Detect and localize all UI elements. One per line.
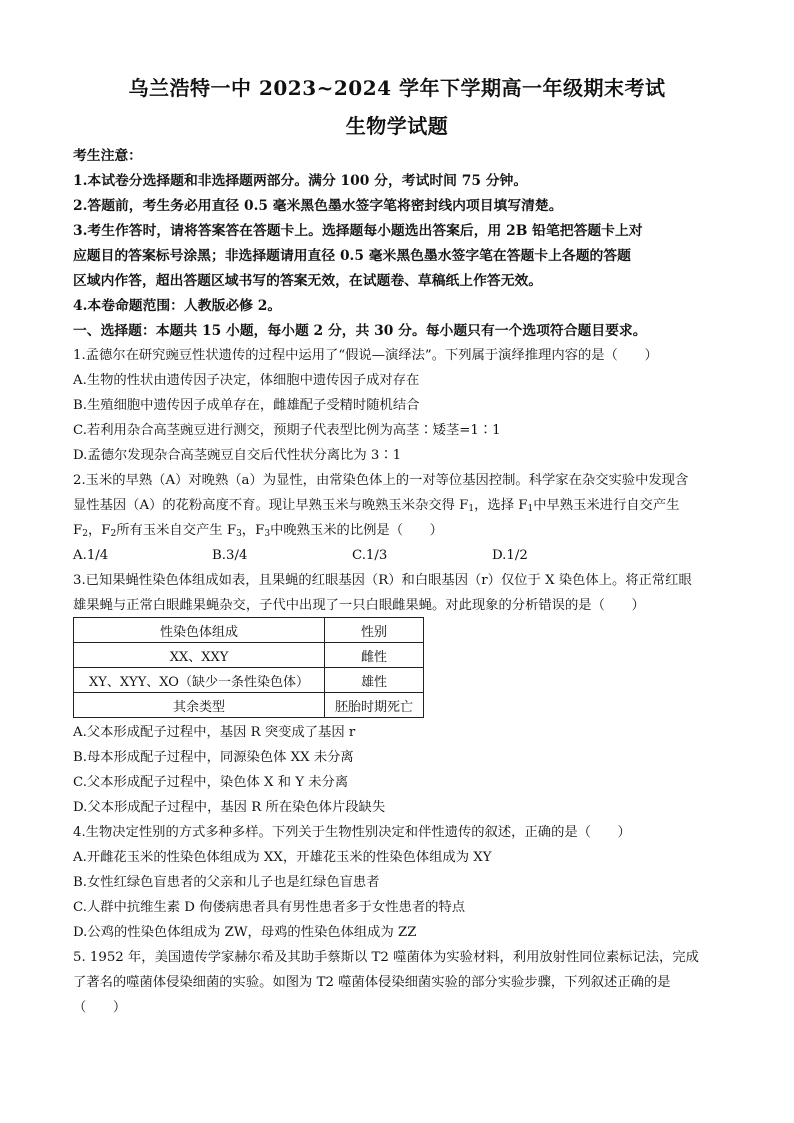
table-cell: 雌性: [325, 643, 424, 668]
question-4-stem: 4.生物决定性别的方式多种多样。下列关于生物性别决定和伴性遗传的叙述，正确的是（ ）: [73, 825, 631, 840]
table-row: [74, 668, 424, 693]
question-2-option: A.1/4: [73, 548, 109, 563]
table-cell: XY、XYY、XO（缺少一条性染色体）: [74, 668, 325, 693]
notice-item: 区域内作答，超出答题区域书写的答案无效，在试题卷、草稿纸上作答无效。: [73, 273, 543, 289]
table-cell: XX、XXY: [74, 643, 325, 668]
question-3-stem: 雄果蝇与正常白眼雌果蝇杂交，子代中出现了一只白眼雌果蝇。对此现象的分析错误的是（ ）: [73, 598, 645, 613]
question-1-stem: 1.孟德尔在研究豌豆性状遗传的过程中运用了“假说—演绎法”。下列属于演绎推理内容的是（ ）: [73, 348, 658, 363]
table-cell: 胚胎时期死亡: [325, 693, 424, 718]
question-5-stem: 5. 1952 年，美国遗传学家赫尔希及其助手蔡斯以 T2 噬菌体为实验材料，利用放射性同位素标记法，完成: [73, 950, 699, 965]
question-4-option: B.女性红绿色盲患者的父亲和儿子也是红绿色盲患者: [73, 875, 380, 890]
question-2-option: D.1/2: [492, 548, 528, 563]
table-row: [74, 693, 424, 718]
table-header: 性别: [325, 618, 424, 643]
section-heading: 一、选择题：本题共 15 小题，每小题 2 分，共 30 分。每小题只有一个选项符合题目要求。: [73, 323, 647, 339]
question-3-option: A.父本形成配子过程中，基因 R 突变成了基因 r: [73, 725, 356, 740]
table-cell: 雄性: [325, 668, 424, 693]
notice-item: 4.本卷命题范围：人教版必修 2。: [73, 298, 282, 314]
question-1-option: B.生殖细胞中遗传因子成单存在，雌雄配子受精时随机结合: [73, 398, 420, 413]
question-4-option: A.开雌花玉米的性染色体组成为 XX，开雄花玉米的性染色体组成为 XY: [73, 850, 492, 865]
notice-heading: 考生注意：: [73, 148, 142, 164]
question-4-option: C.人群中抗维生素 D 佝偻病患者具有男性患者多于女性患者的特点: [73, 900, 466, 915]
question-5-stem: 了著名的噬菌体侵染细菌的实验。如图为 T2 噬菌体侵染细菌实验的部分实验步骤，下列叙述正确的是: [73, 975, 671, 990]
question-3-stem: 3.已知果蝇性染色体组成如表，且果蝇的红眼基因（R）和白眼基因（r）仅位于 X 染色体上。将正常红眼: [73, 573, 692, 588]
table-row: [74, 643, 424, 668]
question-3-option: D.父本形成配子过程中，基因 R 所在染色体片段缺失: [73, 800, 386, 815]
question-1-option: C.若利用杂合高茎豌豆进行测交，预期子代表型比例为高茎∶矮茎=1∶1: [73, 423, 501, 438]
notice-item: 3.考生作答时，请将答案答在答题卡上。选择题每小题选出答案后，用 2B 铅笔把答题卡上对: [73, 223, 643, 239]
question-4-option: D.公鸡的性染色体组成为 ZW，母鸡的性染色体组成为 ZZ: [73, 925, 417, 940]
question-5-stem: （ ）: [73, 1000, 127, 1015]
question-2-stem: $F_2$，$F_2$所有玉米自交产生 $F_3$，$F_3$中晚熟玉米的比例是（ ）: [73, 523, 443, 539]
table-header: 性染色体组成: [74, 618, 325, 643]
exam-title: 乌兰浩特一中 2023~2024 学年下学期高一年级期末考试: [128, 76, 666, 100]
question-2-stem: 显性基因（A）的花粉高度不育。现让早熟玉米与晚熟玉米杂交得 $F_1$，选择 $F_1$中早熟玉米进行自交产生: [73, 498, 680, 514]
notice-item: 应题目的答案标号涂黑；非选择题请用直径 0.5 毫米黑色墨水签字笔在答题卡上各题的答题: [73, 248, 631, 264]
table-cell: 其余类型: [74, 693, 325, 718]
notice-item: 1.本试卷分选择题和非选择题两部分。满分 100 分，考试时间 75 分钟。: [73, 173, 528, 189]
question-1-option: D.孟德尔发现杂合高茎豌豆自交后代性状分离比为 3∶1: [73, 448, 402, 463]
table-header-row: [74, 618, 424, 643]
exam-subject: 生物学试题: [345, 114, 449, 138]
question-3-option: C.父本形成配子过程中，染色体 X 和 Y 未分离: [73, 775, 349, 790]
notice-item: 2.答题前，考生务必用直径 0.5 毫米黑色墨水签字笔将密封线内项目填写清楚。: [73, 198, 563, 214]
sex-chromosome-table: [73, 617, 424, 718]
question-2-options: [73, 548, 673, 566]
question-1-option: A.生物的性状由遗传因子决定，体细胞中遗传因子成对存在: [73, 373, 420, 388]
question-2-stem: 2.玉米的早熟（A）对晚熟（a）为显性，由常染色体上的一对等位基因控制。科学家在杂交实验中发现含: [73, 473, 689, 488]
question-2-option: B.3/4: [212, 548, 248, 563]
question-3-option: B.母本形成配子过程中，同源染色体 XX 未分离: [73, 750, 354, 765]
question-2-option: C.1/3: [352, 548, 388, 563]
